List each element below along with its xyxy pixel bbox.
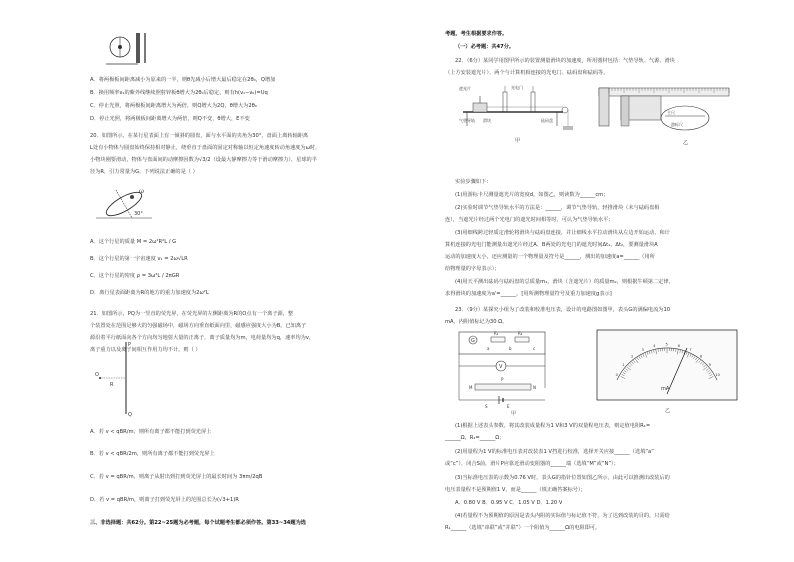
q20-option-a: A．这个行星的质量 M = 2ω²R²L / G [90, 239, 177, 245]
caliper-vernier-label: 游标尺 [671, 122, 683, 127]
required-questions-heading: （一）必考题：共47分。 [455, 44, 515, 50]
q23-step-2b: 或“c”），闭合S前，滑片P应靠近滑动变阻器的______端（选填“M”或“N”）； [445, 461, 619, 467]
circuit-label-r1: R₁ [494, 331, 499, 336]
circuit-label-g: G [471, 338, 475, 344]
figure-label-b: 乙 [683, 140, 689, 146]
q22-step-4: (4)用天平测出砝码与砝码盘的总质量m₁，滑块（含遮光片）的质量m₂，则根据牛顿第二定律， [455, 279, 674, 285]
q23-step-2: (2)用量程为1 V的标准电压表对改装表1 V挡进行校准，选择开关应接______（选填“a” [455, 449, 654, 455]
figure-label-a: 甲 [515, 138, 521, 144]
fluorescent-screen-figure [94, 336, 144, 418]
caliper-main-scale-label: 主尺 [667, 110, 675, 115]
label-p: P [128, 342, 132, 348]
q19-option-a: A．将两极板间距离减小为原来的一半，则θ先减小后增大最后稳定在2θ₀，Q增加 [90, 77, 276, 83]
q22-line-1: 22．（6分）某同学用图甲所示的装置测量滑块的加速度，所用器材包括：气垫导轨、气源、滑块 [455, 58, 675, 64]
section-3-continued: 考题，考生根据要求作答。 [445, 31, 508, 37]
circuit-label-v: V [499, 364, 503, 370]
q21-option-a: A．若 v < qBR/m，则所有离子都不能打到荧光屏上 [90, 429, 212, 435]
q19-option-b: B．换用频率ν₁的紫外线继续照射锌板θ增大为2θ₀后稳定，则有h(ν₁−ν₀)=Uq [90, 90, 268, 96]
circuit-label-m: M [469, 385, 473, 390]
vernier-caliper-figure [595, 80, 735, 148]
q20-option-c: C．这个行星的密度 ρ = 3ω²L / 2πGR [90, 273, 180, 279]
q23-step-3: (3)当标准电压表的示数为0.76 V时，表头G的指针位置如图乙所示，由此可以推测出改装后的 [455, 475, 670, 481]
q23-line-2: mA，内阻值标记为30 Ω。 [445, 319, 508, 325]
q22-step-2b: 连），当遮光片经过两个光电门的遮光时间相等时，可认为气垫导轨水平； [445, 217, 614, 223]
circuit-label-e: E [507, 404, 510, 409]
q23-step-4: (4)若量程不为预期值的原因是表头内阻的实际值与标记值不符，为了达到改装的目的，只需给 [455, 513, 670, 519]
meter-figure-label: 乙 [665, 408, 671, 414]
q20-line-1: 20．如图所示，在某行星表面上有一倾斜的圆盘，面与水平面的夹角为30°，盘面上离转轴距离 [90, 133, 309, 139]
q23-line-1: 23．（9分）某探究小组为了改装和校准电压表，设计的电路图如图甲，表头G的满偏电流为10 [455, 307, 671, 313]
meter-tick-label: 10 [715, 373, 720, 378]
label-photogate: 光电门 [511, 85, 523, 90]
tilted-disk-figure [94, 180, 156, 228]
meter-tick-label: 8 [699, 354, 703, 359]
q19-option-d: D．停止光照，将两极板间距离增大为两倍，则Q不变，θ增大，E不变 [90, 116, 250, 122]
q22-step-1: (1)用游标卡尺测量遮光片的宽度d，如图乙，则读数为______cm； [455, 192, 609, 198]
meter-tick-label: 9 [708, 362, 711, 367]
section-3-heading: 三、非选择题：共62分。第22~25题为必考题，每个试题考生都必须作答。第33~34题为选 [90, 520, 306, 526]
q23-step-3b: 电压表量程不是预期值1 V，而是______（填正确答案标号）； [445, 487, 586, 493]
meter-tick-label: 6 [677, 343, 680, 348]
q20-line-3: 小物块刚要滑动，物体与盘面间的动摩擦因数为√3/2（设最大静摩擦力等于滑动摩擦力），星球的半 [90, 157, 317, 163]
q22-step-3b: 算机连接的光电门能测量出遮光片经过A、B两处的光电门的遮光时间Δt₁、Δt₂，要测量滑块A [445, 242, 658, 248]
circuit-figure-label: 甲 [511, 411, 517, 416]
meter-face-figure [595, 328, 745, 416]
q22-step-2: (2)实验时调节气垫导轨水平的方法是：______，调节气垫导轨，轻推滑块（未与砝码盘相 [455, 205, 660, 211]
meter-tick-label: 0 [615, 373, 618, 378]
q21-option-b: B．若 v < qBR/2m，则所有离子都不能打到荧光屏上 [90, 451, 215, 457]
label-shading-plate: 遮光片 [459, 86, 471, 91]
meter-tick-label: 2 [631, 354, 634, 359]
q21-option-c: C．若 v = qBR/m，则离子从射出到打到荧光屏上的最长时间为 3πm/2qB [90, 474, 263, 480]
meter-tick-label: 7 [689, 347, 692, 352]
q21-line-1: 21．如图所示，PQ为一竖直的荧光屏，在荧光屏的左侧距离为R的O点有一个离子源，整 [90, 311, 294, 317]
q22-step-4b: 求得滑块的加速度为a'=______。[用所测物理量符号及重力加速度g表示] [445, 291, 612, 297]
meter-tick-label: 3 [641, 347, 644, 352]
electroscope-figure [98, 30, 158, 70]
circuit-label-b: b [509, 346, 512, 351]
circuit-label-n: N [533, 385, 536, 390]
q20-option-b: B．这个行星的第一宇宙速度 v₁ = 2ω√LR [90, 256, 188, 262]
circuit-label-c: c [533, 346, 536, 351]
q20-line-2: L处有小物体与圆盘始终保持相对静止，绕垂直于盘面的固定对称轴以恒定角速度转动角速度为ω时， [90, 145, 321, 151]
q21-line-2: 个装置处在范围足够大的匀强磁场中，磁场方向垂直纸面向里，磁感应强度大小为B。已知离子 [90, 323, 307, 329]
q21-line-4: 离子重力以及离子间相互作用力均不计。则（ ） [90, 347, 201, 353]
label-air-track: 气垫导轨 [459, 118, 475, 123]
q23-step-1: (1)根据上述表头参数，将其改装成量程为1 V和3 V的双量程电压表，则定值电阻R₁= [455, 423, 651, 429]
meter-tick-label: 1 [622, 362, 625, 367]
label-r: R [110, 382, 114, 388]
q20-option-d: D．离行星表面距离为R的地方的重力加速度为2ω²L [90, 290, 209, 296]
circuit-label-s: S [485, 404, 488, 409]
omega-label: ω [139, 188, 144, 195]
q22-line-2: （上方安装遮光片）、两个与计算机相连接的光电门、砝码盘和砝码等。 [445, 70, 609, 76]
circuit-diagram-figure [455, 328, 575, 416]
q23-step-3-options: A．0.80 V B．0.95 V C．1.05 V D．1.20 V [455, 500, 563, 506]
meter-unit-label: mA [661, 386, 670, 392]
label-o: O [95, 372, 99, 378]
q23-step-4b: R₁______（选填“串联”或“并联”）一个阻值为______Ω的电阻即可。 [445, 525, 601, 531]
q21-option-d: D．若 v = qBR/m，则离子打到荧光屏上的范围总长为(√3+1)R [90, 497, 239, 503]
q22-step-intro: 实验步骤如下： [455, 179, 492, 185]
q22-step-3d: 给物理量的字母表示）； [445, 266, 500, 272]
q22-step-3c: 运动的加速度大小，还应测量的一个物理量及符号是______，测出的加速度a=______（用所 [445, 254, 655, 260]
q19-option-c: C．停止光照，将两极板间距离增大为两倍，则Q增大为2Q，θ增大为2θ₀ [90, 103, 257, 109]
circuit-label-p: P [501, 377, 504, 382]
q21-line-3: 源沿着平行纸面向各个方向均匀地射大量的正离子，离子质量均为m，电荷量均为q，速率均为v， [90, 335, 315, 341]
label-slider: 滑块 [483, 118, 491, 123]
q20-line-4: 径为R，引力常量为G，下列说法正确的是（ ） [90, 169, 198, 175]
angle-label: 30° [134, 211, 143, 217]
label-q: Q [128, 412, 132, 418]
air-track-figure [459, 82, 577, 146]
meter-tick-label: 4 [653, 343, 656, 348]
label-weight-pan: 砝码盘 [541, 118, 553, 123]
circuit-label-r2: R₂ [518, 331, 523, 336]
q22-step-3: (3)用细线跨过轻质定滑轮将滑块与砝码盘连接，并让细线水平拉动滑块从左边开始运动，和计 [455, 230, 670, 236]
q23-step-1b: ______Ω，R₂=______Ω； [445, 435, 505, 441]
meter-tick-label: 5 [665, 342, 668, 347]
circuit-label-a: a [487, 346, 490, 351]
